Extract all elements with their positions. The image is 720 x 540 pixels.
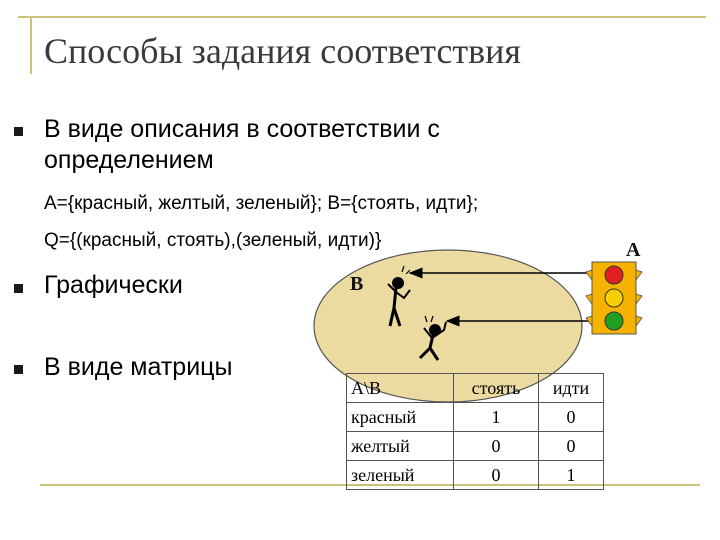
matrix-col-header: стоять — [454, 374, 539, 403]
set-a-label: A — [626, 239, 641, 261]
bullet-1-line2: определением — [44, 146, 214, 174]
yellow-lamp-icon — [605, 289, 623, 307]
set-b-label: B — [350, 273, 364, 295]
red-lamp-icon — [605, 266, 623, 284]
matrix-corner-cell: A\B — [347, 374, 454, 403]
matrix-row — [347, 403, 604, 432]
bullet-3-text: В виде матрицы — [44, 353, 233, 381]
green-lamp-icon — [605, 312, 623, 330]
matrix-row-label: красный — [347, 403, 454, 432]
matrix-row-label: желтый — [347, 432, 454, 461]
description-line2: Q={(красный, стоять),(зеленый, идти)} — [44, 230, 382, 251]
matrix-row-label: зеленый — [347, 461, 454, 490]
matrix-cell: 0 — [539, 403, 604, 432]
matrix-cell: 1 — [539, 461, 604, 490]
correspondence-matrix — [346, 373, 604, 490]
bullet-1-line1: В виде описания в соответствии с — [44, 115, 440, 143]
matrix-cell: 0 — [539, 432, 604, 461]
traffic-light-icon — [586, 262, 642, 334]
matrix-row — [347, 432, 604, 461]
matrix-cell: 0 — [454, 461, 539, 490]
matrix-cell: 1 — [454, 403, 539, 432]
matrix-header-row — [347, 374, 604, 403]
matrix-col-header: идти — [539, 374, 604, 403]
matrix-row — [347, 461, 604, 490]
description-line1: A={красный, желтый, зеленый}; B={стоять, идти}; — [44, 193, 479, 214]
matrix-cell: 0 — [454, 432, 539, 461]
slide-title: Способы задания соответствия — [44, 31, 521, 71]
bullet-2-text: Графически — [44, 271, 183, 299]
